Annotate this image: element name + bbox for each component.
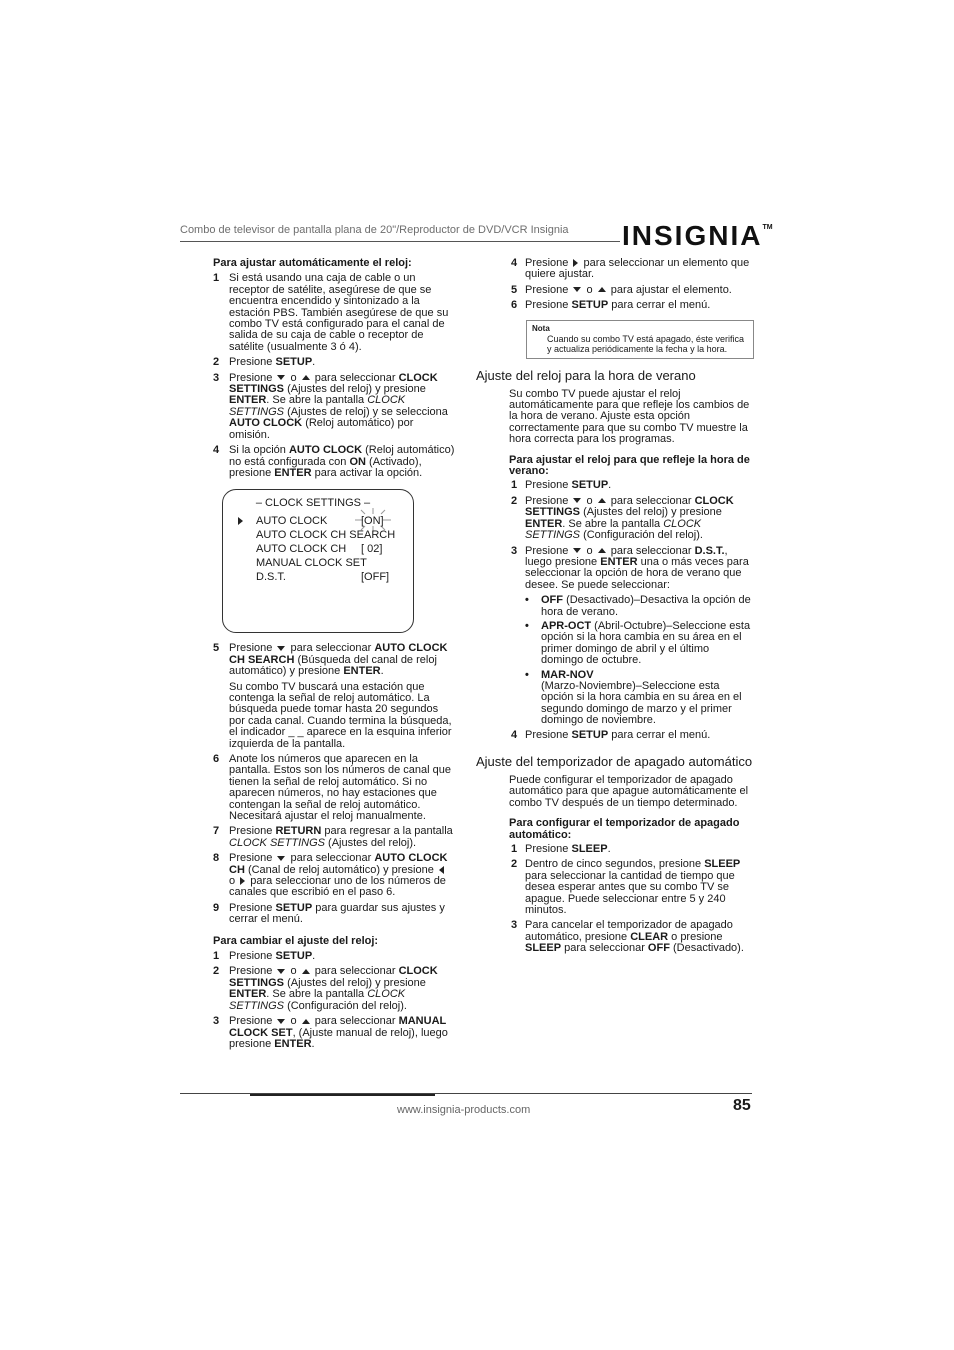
text: para cerrar el menú. <box>611 728 711 741</box>
step-text <box>525 859 754 916</box>
note-body: Cuando su combo TV está apagado, éste verifica y actualiza periódicamente la fecha y la hora. <box>547 333 744 354</box>
menu-item-value: [OFF] <box>361 571 390 584</box>
text: para seleccionar <box>314 965 396 978</box>
text: Presione <box>525 283 569 296</box>
key-setup: SETUP <box>275 950 313 963</box>
text: para activar la opción. <box>314 466 423 479</box>
change-step-1 <box>213 951 455 962</box>
text: para seleccionar <box>290 852 372 865</box>
dst-step-3 <box>511 546 754 592</box>
up-arrow-icon <box>598 548 606 553</box>
key-setup: SETUP <box>571 479 609 492</box>
step-text <box>525 258 754 281</box>
text: para seleccionar <box>610 494 692 507</box>
step-number: 2 <box>511 858 518 871</box>
option-text <box>541 670 754 727</box>
step-number: 1 <box>213 272 220 285</box>
dst-step-4 <box>511 730 754 741</box>
dst-option-mar-nov <box>525 670 754 727</box>
step-number: 3 <box>511 919 518 932</box>
option-name: AUTO CLOCK <box>288 444 363 457</box>
dst-step-2 <box>511 496 754 542</box>
note-box <box>526 320 754 359</box>
text: Presione <box>525 257 569 269</box>
insignia-logo <box>622 220 773 252</box>
text: . <box>607 843 611 856</box>
text: Presione <box>229 356 276 369</box>
key-sleep: SLEEP <box>704 858 741 871</box>
text: Presione <box>229 852 273 865</box>
step-4 <box>511 258 754 281</box>
text: (Canal de reloj automático) y presione <box>247 863 434 876</box>
step-text <box>229 1016 455 1050</box>
step-number: 6 <box>213 752 220 765</box>
step-text: Si está usando una caja de cable o un receptor de satélite, asegúrese de que se encuentra encendido y sintonizado a la estación PBS. También asegúrese de que su combo TV está configurado para el canal de salida de su caja de cable o receptor de satélite (usualmente 3 ó 4). <box>229 272 449 353</box>
step-number: 7 <box>213 825 220 838</box>
text: para seleccionar <box>610 544 692 557</box>
text: o <box>586 283 593 296</box>
text: para regresar a la pantalla <box>324 825 453 838</box>
screen-name: CLOCK SETTINGS <box>229 988 406 1012</box>
step-6 <box>511 300 754 311</box>
key-enter: ENTER <box>274 466 312 479</box>
option-desc: (Abril-Octubre)–Seleccione esta opción si la hora cambia en su área en el primer domingo de abril y el último domingo de octubre. <box>541 619 751 667</box>
text: o <box>229 875 236 888</box>
text: Presione <box>525 299 569 312</box>
step-8 <box>213 853 455 899</box>
value-on: ON <box>349 455 366 468</box>
option-name: MANUAL CLOCK SET <box>229 1015 447 1039</box>
menu-item-label: MANUAL CLOCK SET <box>256 557 367 570</box>
step-text <box>525 285 754 296</box>
key-enter: ENTER <box>600 555 638 568</box>
key-enter: ENTER <box>229 394 267 407</box>
step-7 <box>213 826 455 849</box>
key-enter: ENTER <box>274 1037 312 1050</box>
screen-name: CLOCK SETTINGS <box>229 836 325 849</box>
text: o <box>586 494 593 507</box>
step-text <box>525 844 754 855</box>
dst-subheading: Para ajustar el reloj para que refleje la hora de verano: <box>509 453 750 478</box>
step-number: 5 <box>511 283 518 296</box>
option-desc: (Desactivado)–Desactiva la opción de hora de verano. <box>541 594 751 618</box>
logo-text: INSIGNIA <box>622 220 763 251</box>
step-text <box>525 480 754 491</box>
right-arrow-icon <box>573 259 578 267</box>
text: . <box>608 479 612 492</box>
text: para cerrar el menú. <box>611 299 711 312</box>
text: (Búsqueda del canal de reloj automático) y presione <box>229 653 437 678</box>
dst-heading: Ajuste del reloj para la hora de verano <box>476 367 696 383</box>
screen-title: – CLOCK SETTINGS – <box>255 497 371 510</box>
step-text <box>525 546 754 592</box>
text: Presione <box>525 728 569 741</box>
text: Presione <box>229 901 273 914</box>
text: (Ajustes del reloj). <box>328 836 417 849</box>
screen-name: CLOCK SETTINGS <box>229 394 406 418</box>
step-text <box>229 445 455 479</box>
option-key: APR-OCT <box>541 619 592 632</box>
step-text <box>229 966 455 1012</box>
step-text <box>229 373 455 441</box>
text: Presione <box>525 494 569 507</box>
text: Presione <box>229 642 273 655</box>
key-sleep: SLEEP <box>571 843 608 856</box>
text: para seleccionar un elemento que quiere ajustar. <box>525 257 750 281</box>
text: o <box>290 965 297 978</box>
step-number: 2 <box>511 494 518 507</box>
text: . <box>312 356 316 369</box>
step-text <box>229 357 455 368</box>
down-arrow-icon <box>277 646 285 651</box>
step-text <box>229 853 455 899</box>
option-name: AUTO CLOCK <box>229 417 303 430</box>
text: Presione <box>525 544 569 557</box>
step-9 <box>213 903 455 926</box>
step-number: 3 <box>511 544 518 557</box>
footer-rule-accent <box>250 1094 435 1096</box>
sleep-step-3 <box>511 920 754 954</box>
sleep-heading: Ajuste del temporizador de apagado automático <box>476 754 753 769</box>
up-arrow-icon <box>302 1019 310 1024</box>
text: (Ajustes de reloj) y se selecciona <box>287 405 448 418</box>
text: Presione <box>525 843 572 856</box>
step-text <box>229 826 455 849</box>
key-setup: SETUP <box>571 728 609 741</box>
step-number: 2 <box>213 965 220 978</box>
text: para seleccionar uno de los números de canales que escribió en el paso 6. <box>229 875 446 899</box>
value-off: OFF <box>647 942 670 955</box>
step-number: 9 <box>213 901 220 914</box>
option-key: OFF <box>541 594 563 607</box>
menu-item-label: D.S.T. <box>256 571 286 584</box>
option-key: MAR-NOV <box>541 668 594 681</box>
key-clear: CLEAR <box>630 930 669 943</box>
left-arrow-icon <box>439 866 444 874</box>
step-number: 1 <box>511 479 518 492</box>
step-5 <box>511 285 754 296</box>
step-1 <box>213 273 455 353</box>
key-setup: SETUP <box>275 901 313 914</box>
down-arrow-icon <box>573 498 581 503</box>
sleep-step-2 <box>511 859 754 916</box>
text: Presione <box>229 950 276 963</box>
step-number: 6 <box>511 299 518 312</box>
text: (Reloj automático) por omisión. <box>229 417 414 441</box>
text: . Se abre la pantalla <box>266 394 365 407</box>
up-arrow-icon <box>302 375 310 380</box>
text: para seleccionar <box>564 942 645 955</box>
footer-url: www.insignia-products.com <box>397 1104 531 1116</box>
key-enter: ENTER <box>343 665 381 678</box>
key-setup: SETUP <box>571 299 609 312</box>
text: (Reloj automático) no está configurada con <box>229 444 455 468</box>
text: . <box>312 950 316 963</box>
step-text <box>525 300 754 311</box>
option-text <box>541 595 754 618</box>
screen-name: CLOCK SETTINGS <box>525 517 702 542</box>
option-name: D.S.T. <box>694 544 725 557</box>
text: (Configuración del reloj). <box>287 999 407 1012</box>
text: . <box>311 1037 315 1050</box>
dst-step-1 <box>511 480 754 491</box>
step-number: 4 <box>511 728 518 741</box>
menu-name: CLOCK SETTINGS <box>525 494 734 519</box>
menu-name: CLOCK SETTINGS <box>229 371 438 396</box>
search-paragraph: Su combo TV buscará una estación que contenga la señal de reloj automático. La búsqueda puede tomar hasta 20 segundos por cada canal. Cuando termina la búsqueda, el indicador _ _ aparece en la esquina inferior izquierda de la pantalla. <box>229 680 452 750</box>
text: . <box>380 665 384 678</box>
right-arrow-icon <box>240 877 245 885</box>
step-number: 4 <box>511 257 518 269</box>
key-return: RETURN <box>275 825 322 838</box>
step-6 <box>213 754 455 822</box>
step-number: 3 <box>213 371 220 384</box>
up-arrow-icon <box>302 969 310 974</box>
step-text <box>525 496 754 542</box>
menu-item-label: AUTO CLOCK <box>256 515 328 528</box>
down-arrow-icon <box>573 287 581 292</box>
note-title: Nota <box>532 323 550 333</box>
text: o <box>586 544 593 557</box>
clock-settings-screen <box>222 489 414 633</box>
text: para seleccionar <box>314 1015 396 1028</box>
step-number: 5 <box>213 642 220 655</box>
step-number: 3 <box>213 1015 220 1028</box>
step-number: 8 <box>213 852 220 865</box>
key-enter: ENTER <box>525 517 563 530</box>
text: para seleccionar la cantidad de tiempo que desea esperar antes que su combo TV se apague. Puede seleccionar entre 5 y 240 minutos. <box>525 869 735 917</box>
menu-item-value: [ 02] <box>361 543 383 556</box>
text: para seleccionar <box>314 371 396 384</box>
bullet-icon: • <box>525 594 529 607</box>
change-step-2 <box>213 966 455 1012</box>
text: Presione <box>229 825 273 838</box>
text: para guardar sus ajustes y cerrar el menú. <box>229 901 445 926</box>
bullet-icon: • <box>525 619 529 632</box>
step-text <box>229 643 455 677</box>
bullet-icon: • <box>525 668 529 681</box>
text: Si la opción <box>229 444 286 457</box>
text: Para cancelar el temporizador de apagado automático, presione <box>525 919 733 943</box>
step-number: 1 <box>511 843 518 856</box>
text: (Desactivado). <box>672 942 744 955</box>
change-step-3 <box>213 1016 455 1050</box>
key-setup: SETUP <box>275 356 313 369</box>
option-name: AUTO CLOCK CH SEARCH <box>229 642 448 666</box>
dst-intro: Su combo TV puede ajustar el reloj automáticamente para que refleje los cambios de la hora de verano. Ajuste esta opción correctamente para que su combo TV muestre la hora correcta para los programas. <box>509 387 750 446</box>
change-clock-subheading: Para cambiar el ajuste del reloj: <box>213 934 379 947</box>
sleep-subheading: Para configurar el temporizador de apagado automático: <box>509 817 740 841</box>
text: o presione <box>671 930 723 943</box>
step-text: Anote los números que aparecen en la pantalla. Estos son los números de canal que tienen la señal de reloj automático. Si no aparecen números, no hay estaciones que contengan la señal de reloj automático. Necesitará ajustar el reloj manualmente. <box>229 752 451 822</box>
step-text <box>525 920 754 954</box>
text: (Ajustes del reloj) y presione <box>287 383 426 396</box>
text: para ajustar el elemento. <box>610 283 732 296</box>
sleep-step-1 <box>511 844 754 855</box>
menu-item-label: AUTO CLOCK CH <box>256 543 347 556</box>
auto-clock-subheading: Para ajustar automáticamente el reloj: <box>213 257 412 269</box>
menu-name: CLOCK SETTINGS <box>229 965 438 989</box>
header-rule <box>180 241 620 242</box>
step-5 <box>213 643 455 677</box>
dst-option-off <box>525 595 754 618</box>
right-column <box>476 258 754 959</box>
selection-pointer-icon <box>238 517 243 525</box>
text: , luego presione <box>525 544 728 568</box>
step-3 <box>213 373 455 441</box>
text: Presione <box>525 479 572 492</box>
step-text <box>229 951 455 962</box>
down-arrow-icon <box>277 1019 285 1024</box>
running-header: Combo de televisor de pantalla plana de 20"/Reproductor de DVD/VCR Insignia <box>180 224 569 236</box>
step-number: 1 <box>213 950 220 963</box>
dst-option-apr-oct <box>525 621 754 667</box>
text: Presione <box>229 965 273 978</box>
down-arrow-icon <box>277 856 285 861</box>
key-enter: ENTER <box>229 988 267 1001</box>
up-arrow-icon <box>598 498 606 503</box>
text: para seleccionar <box>290 642 372 655</box>
trademark-mark: TM <box>762 224 773 231</box>
text: . Se abre la pantalla <box>562 517 661 530</box>
text: Presione <box>229 1015 273 1028</box>
text: . Se abre la pantalla <box>266 988 365 1001</box>
text: (Ajustes del reloj) y presione <box>583 506 722 519</box>
down-arrow-icon <box>277 969 285 974</box>
option-text <box>541 621 754 667</box>
down-arrow-icon <box>277 375 285 380</box>
step-number: 4 <box>213 444 220 457</box>
text: o <box>290 1015 297 1028</box>
down-arrow-icon <box>573 548 581 553</box>
option-name: AUTO CLOCK CH <box>229 852 448 876</box>
menu-item-label: AUTO CLOCK CH SEARCH <box>256 529 396 542</box>
key-sleep: SLEEP <box>525 942 562 955</box>
step-4 <box>213 445 455 479</box>
step-number: 2 <box>213 356 220 369</box>
text: Presione <box>229 371 273 384</box>
page-number: 85 <box>733 1097 751 1114</box>
step-2 <box>213 357 455 368</box>
text: (Activado), presione <box>229 455 422 479</box>
text: una o más veces para seleccionar la opción de hora de verano que desee. Se puede seleccionar: <box>525 555 749 591</box>
step-text <box>229 903 455 926</box>
text: , (Ajuste manual de reloj), luego presione <box>229 1026 448 1050</box>
left-column <box>213 258 455 1054</box>
menu-item-value: [ON] <box>361 515 384 528</box>
option-desc: (Marzo-Noviembre)–Seleccione esta opción si la hora cambia en su área en el segundo domingo de marzo y el primer domingo de noviembre. <box>541 679 742 727</box>
text: (Configuración del reloj). <box>583 529 703 542</box>
text: o <box>290 371 297 384</box>
sleep-intro: Puede configurar el temporizador de apagado automático para que apague automáticamente el combo TV después de un tiempo determinado. <box>509 774 749 809</box>
text: Dentro de cinco segundos, presione <box>525 858 702 871</box>
text: (Ajustes del reloj) y presione <box>287 976 426 989</box>
up-arrow-icon <box>598 287 606 292</box>
step-text <box>525 730 754 741</box>
